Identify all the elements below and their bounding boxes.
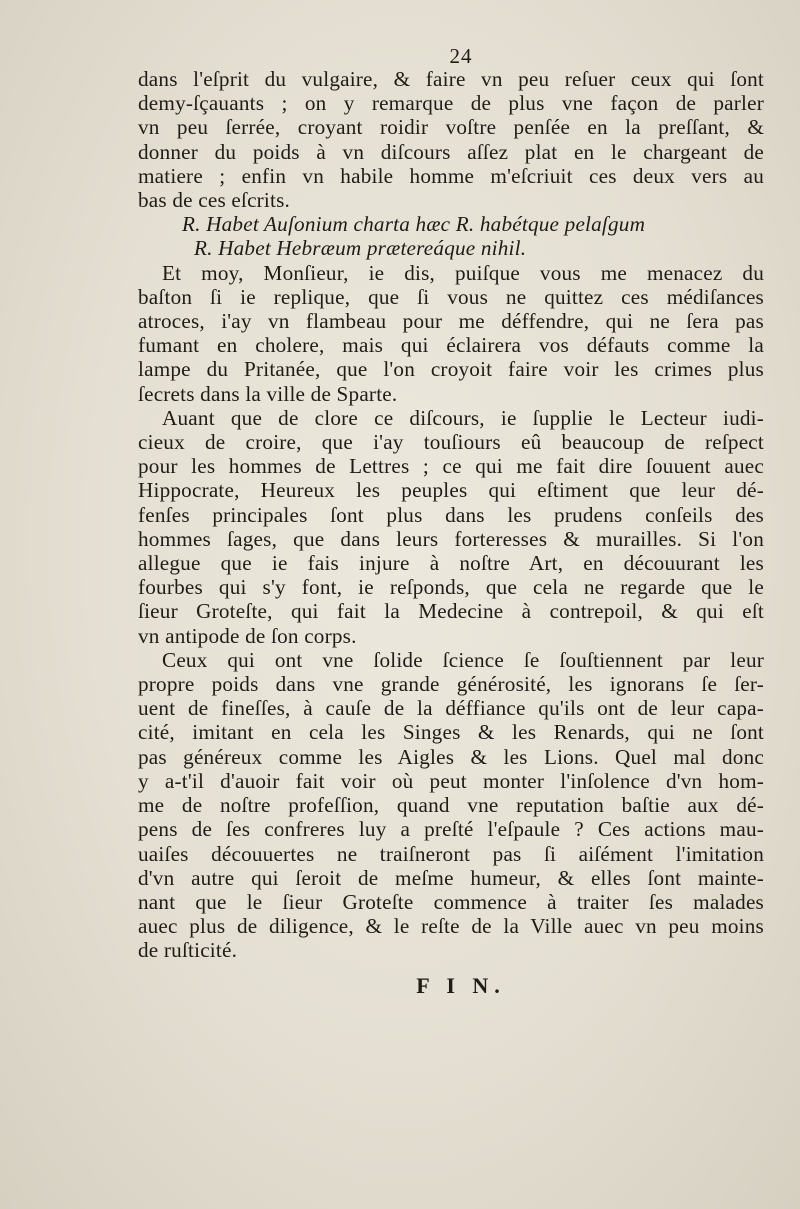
text-line: vn peu ſerrée, croyant roidir voſtre penſée en la preſſant, & [138,115,764,140]
text-line: cité, imitant en cela les Singes & les Renards, qui ne ſont [138,720,764,745]
text-line: ſecrets dans la ville de Sparte. [138,381,398,406]
text-line: pour les hommes de Lettres ; ce qui me fait dire ſouuent auec [138,454,764,479]
text-line: de ruſticité. [138,938,238,963]
page-number: 24 [449,44,473,68]
text-line: y a-t'il d'auoir fait voir où peut monter l'inſolence d'vn hom- [138,768,764,793]
text-line: uent de fineſſes, à cauſe de la déffiance qu'ils ont de leur capa- [138,696,764,721]
text-line: demy-ſçauants ; on y remarque de plus vne façon de parler [138,91,764,116]
text-line: lampe du Pritanée, que l'on croyoit faire voir les crimes plus [138,357,764,382]
text-line: dans l'eſprit du vulgaire, & faire vn peu reſuer ceux qui ſont [138,67,764,91]
text-line: fourbes qui s'y font, ie reſponds, que cela ne regarde que le [138,575,764,600]
text-line: d'vn autre qui ſeroit de meſme humeur, & elles ſont mainte- [138,865,764,890]
text-line: cieux de croire, que i'ay touſiours eû beaucoup de reſpect [138,430,764,455]
text-line: Ceux qui ont vne ſolide ſcience ſe ſouſtiennent par leur [162,647,764,672]
text-line: me de noſtre profeſſion, quand vne reputation baſtie aux dé- [138,793,764,818]
text-line: baſton ſi ie replique, que ſi vous ne quittez ces médiſances [138,284,764,309]
paragraph-4 [138,648,764,963]
paragraph-1 [138,67,764,212]
text-line: allegue que ie fais injure à noſtre Art, en découurant les [138,551,764,576]
text-line: fumant en cholere, mais qui éclairera vos défauts comme la [138,333,764,358]
text-line: Et moy, Monſieur, ie dis, puiſque vous me menacez du [162,260,764,285]
text-line: uaiſes découuertes ne traiſneront pas ſi aiſément l'imitation [138,841,764,866]
text-line: hommes ſages, que dans leurs forteresses & murailles. Si l'on [138,526,764,551]
text-line: donner du poids à vn diſcours aſſez plat en le chargeant de [138,139,764,164]
text-line: pens de ſes confreres luy a preſté l'eſpaule ? Ces actions mau- [138,817,764,842]
paragraph-2 [138,261,764,406]
text-line: bas de ces eſcrits. [138,188,291,213]
text-line: pas généreux comme les Aigles & les Lions. Quel mal donc [138,744,764,769]
verse-line: R. Habet Hebræum prætereáque nihil. [194,236,527,261]
text-line: Hippocrate, Heureux les peuples qui eſtiment que leur dé- [138,478,764,503]
text-line: auec plus de diligence, & le reſte de la Ville auec vn peu moins [138,914,764,939]
text-line: propre poids dans vne grande générosité, les ignorans ſe ſer- [138,672,764,697]
text-line: fenſes principales ſont plus dans les prudens conſeils des [138,502,764,527]
text-line: matiere ; enfin vn habile homme m'eſcriuit ces deux vers au [138,163,764,188]
text-line: ſieur Groteſte, qui fait la Medecine à contrepoil, & qui eſt [138,599,764,624]
verse-line: R. Habet Auſonium charta hæc R. habétque pelaſgum [182,212,646,237]
paragraph-3 [138,406,764,648]
text-line: Auant que de clore ce diſcours, ie ſupplie le Lecteur iudi- [162,405,764,430]
text-line: vn antipode de ſon corps. [138,623,357,648]
latin-verses [138,212,764,260]
text-line: atroces, i'ay vn flambeau pour me déffendre, qui ne ſera pas [138,309,764,334]
finis-mark: F I N. [416,972,506,998]
text-line: nant que le ſieur Groteſte commence à traiter ſes malades [138,889,764,914]
